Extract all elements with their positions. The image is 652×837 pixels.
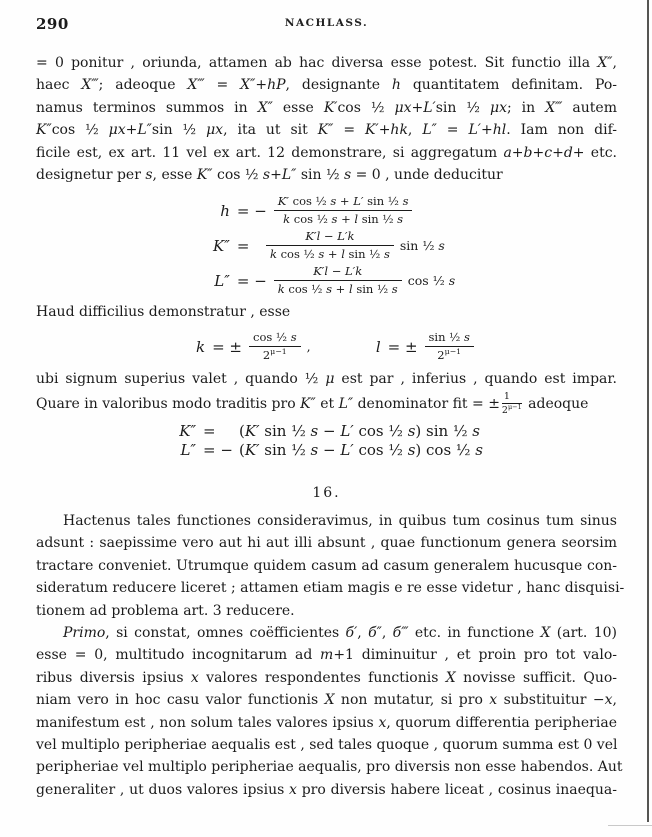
text-line: ribus diversis ipsius x valores respondentes functionis X novisse sufficit. Quo- [36,669,617,686]
page-number: 290 [36,15,69,33]
page-header [36,14,617,32]
equation-lhs: K″ [179,422,197,441]
fraction [274,194,413,227]
text-line: manifestum est , non solum tales valores ipsius x, quorum differentia peripheriae [36,714,617,731]
fraction-numerator: K′ cos ½ s + L′ sin ½ s [274,194,413,211]
equation-body: (K′ sin ½ s − L′ cos ½ s) cos ½ s [239,441,483,460]
equation-lhs: K″ [213,236,230,255]
line-pre: Quare in valoribus modo traditis pro K″ et L″ denominator fit = ± [36,395,500,412]
equation-relation: = − [203,441,233,460]
fraction [249,330,301,363]
fraction-denominator: k cos ½ s + l sin ½ s [283,212,404,227]
fraction-numerator: K′l − L′k [274,264,402,281]
fraction [425,330,474,363]
paragraph-3 [36,622,623,801]
text-line [36,390,617,416]
equation-body: (K′ sin ½ s − L′ cos ½ s) sin ½ s [239,422,480,441]
equation-K2 [170,422,483,440]
text-line: Haud difficilius demonstratur , esse [36,303,291,320]
equation-K [198,229,455,262]
paragraph-ubi [36,368,617,416]
fraction [266,229,394,262]
text-line: Primo, si constat, omnes coëfficientes б′, б″, б‴ etc. in functione X (art. 10) [63,624,617,641]
paragraph-haud [36,301,617,323]
paragraph-2 [36,510,625,622]
fraction-denominator: k cos ½ s + l sin ½ s [277,282,398,297]
fraction-denominator: $2^{\mu-1}$ [437,347,462,363]
text-line: ubi signum superius valet , quando ½ μ est par , inferius , quando est impar. [36,371,617,388]
equation-block-hKL [198,194,455,297]
text-block [36,14,625,801]
equation-L2 [170,441,483,459]
equation-lhs: h [220,201,230,220]
text-line: peripheriae vel multiplo peripheriae aequalis, pro diversis non esse habendos. Aut [36,759,623,776]
text-line: K″cos ½ μx+L″sin ½ μx, ita ut sit K″ = K′+hk, L″ = L′+hl. Iam non dif- [36,122,617,139]
equation-lhs: l [375,337,381,356]
text-line: tractare conveniet. Utrumque quidem casum ad casum generalem hucusque con- [36,557,617,574]
equation-relation: = − [236,271,267,290]
text-line: vel multiplo peripheriae aequalis est , sed tales quoque , quorum summa est 0 vel [36,736,618,753]
fraction-denominator: $2^{\mu-1}$ [262,347,287,363]
equation-L [198,264,455,297]
scan-bottom-artifact [608,825,652,826]
text-line: esse = 0, multitudo incognitarum ad m+1 diminuitur , et proin pro tot valo- [36,647,617,664]
running-head: NACHLASS. [284,17,369,29]
text-line: = 0 ponitur , oriunda, attamen ab hac diversa esse potest. Sit functio illa X″, [36,55,617,71]
text-line: haec X‴; adeoque X‴ = X″+hP, designante h quantitatem definitam. Po- [36,77,617,94]
fraction-denominator: k cos ½ s + l sin ½ s [269,247,390,262]
equation-relation: = ± [387,337,418,356]
equation-tail: sin ½ s [399,238,445,254]
text-line: designetur per s, esse K″ cos ½ s+L″ sin ½ s = 0 , unde deducitur [36,166,503,183]
equation-lhs: L″ [180,441,197,460]
section-number: 16. [312,485,341,502]
fraction-numerator: sin ½ s [425,330,474,347]
equation-h [198,194,455,227]
equation-relation: = − [236,201,267,220]
fraction-denominator: $2^{\mu-1}$ [501,402,522,416]
text-line: Hactenus tales functiones consideravimus, in quibus tum cosinus tum sinus [63,513,617,530]
line-post: adeoque [523,395,589,412]
fraction [274,264,402,297]
scan-border-line [647,0,649,822]
equation-tail: , [306,339,311,355]
equation-relation: = [203,422,230,441]
equation-lhs: k [196,337,206,356]
text-line: ficile est, ex art. 11 vel ex art. 12 demonstrare, si aggregatum a+b+c+d+ etc. [36,144,617,161]
text-line: niam vero in hoc casu valor functionis X non mutatur, si pro x substituitur −x, [36,692,617,709]
text-line: generaliter , ut duos valores ipsius x pro diversis habere liceat , cosinus inaequa- [36,781,617,798]
equation-relation: = ± [212,337,242,356]
inline-fraction [502,391,522,417]
text-line: tionem ad problema art. 3 reducere. [36,602,295,619]
paragraph-1 [36,52,617,186]
text-line: sideratum reducere liceret ; attamen etiam magis e re esse videtur , hanc disquisi- [36,580,625,597]
equation-k-l [173,330,480,363]
equation-block-final [170,422,483,459]
equation-relation: = [236,236,259,255]
fraction-numerator: K′l − L′k [266,229,394,246]
equation-tail: cos ½ s [407,273,456,289]
equation-lhs: L″ [214,271,230,290]
equation-block-kl [173,330,480,363]
text-line: adsunt : saepissime vero aut hi aut illi absunt , quae functionum genera seorsim [36,535,617,552]
fraction-numerator: cos ½ s [249,330,301,347]
text-line: namus terminos summos in X″ esse K′cos ½ μx+L′sin ½ μx; in X‴ autem [36,99,617,116]
fraction-numerator: 1 [502,391,522,404]
